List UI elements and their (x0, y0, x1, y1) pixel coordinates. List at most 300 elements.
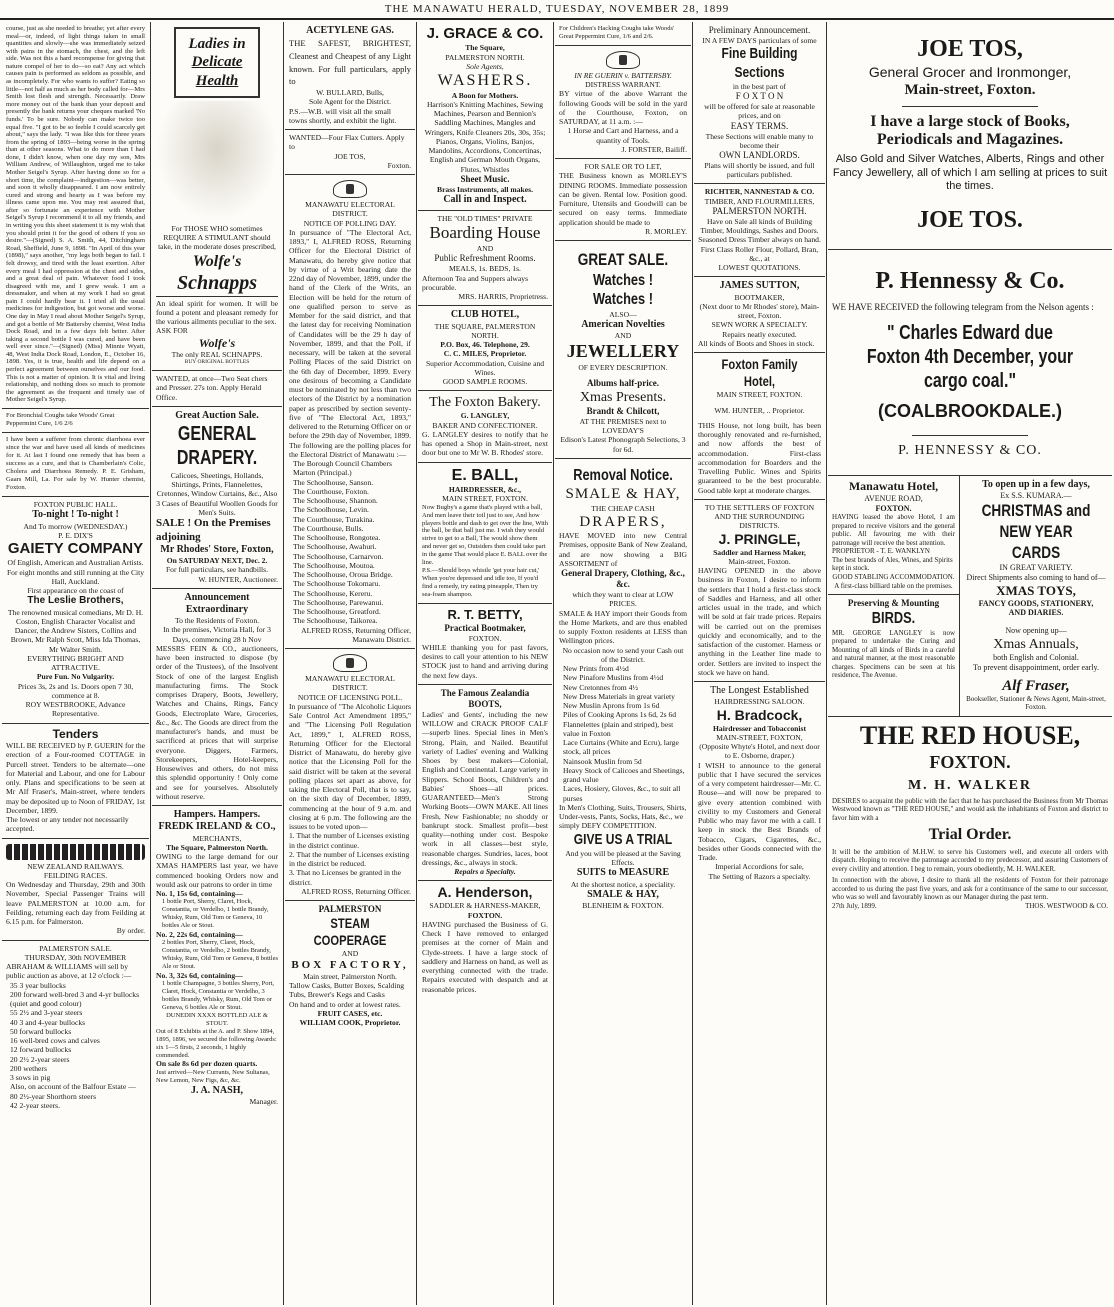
sale-item: 200 forward well-bred 3 and 4-yr bullocks (quiet and good colour) (10, 989, 140, 1009)
removal-general: General Drapery, Clothing, &c., &c. (561, 568, 685, 590)
hotel-body: THIS House, not long built, has been thoroughly renovated and re-furnished, and now affords the best of accommodation. First-class accommodation for Boarders and the Travelling Public. Wines and Spirits guaranteed to be the best procurable. Good table kept at moderate charges. (698, 420, 821, 495)
hotel-prop: WM. HUNTER, .. Proprietor. (714, 405, 805, 415)
club-addr: THE SQUARE, PALMERSTON NORTH. (434, 321, 536, 340)
boots-body: Ladies' and Gents', including the new WILLOW and CRACK PROOF CALF—superb lines. Special lines in Men's Strong, Plain, and Nailed. Beautiful variety of Ladies' evening and Walking Shoes by best makers—Colonial, English and Continental. Large variety in Slippers. School Boots, Children's and Babies' Shoes—all prices. GUARANTEED—Men's Strong Working Boots—OWN MAKE. All lines Fresh, New Fashionable; no shoddy or bankrupt stock. Smallest profit—best quality—nothing under cost. Bespoke work in all classes—best style, reasonable charges. Sundries, laces, boot dressings, &c., always in stock. (422, 709, 548, 867)
column-rule (283, 22, 284, 1305)
flax-body: WANTED—Four Flax Cutters. Apply to (289, 133, 405, 152)
boots-title-2: BOOTS, (468, 698, 502, 709)
bakery-name: G. LANGLEY, (460, 411, 510, 421)
licensing-title: MANAWATU ELECTORAL DISTRICT. (305, 674, 395, 693)
column-rule (416, 22, 417, 1305)
club-title: CLUB HOTEL, (450, 309, 520, 321)
richter-body: Have on Sale all kinds of Building Timber, Mouldings, Sashes and Doors. Seasoned Dress Timber always on hand. First Class Roller Flour, Pollard, Bran, &c., at (698, 216, 821, 263)
great-xmas: Xmas Presents. (579, 389, 667, 405)
xmas-variety: IN GREAT VARIETY. (999, 563, 1073, 573)
licensing-ad (285, 649, 415, 901)
sale-item: 50 forward bullocks (10, 1026, 72, 1036)
hend-trade: SADDLER & HARNESS-MAKER, (429, 901, 541, 911)
forsale-ad (555, 159, 691, 241)
xmas-open: To open up in a few days, (982, 479, 1090, 491)
removal-cheap: THE CHEAP CASH (591, 503, 655, 513)
sale-item: 20 2½ 2-year steers (10, 1054, 70, 1064)
great-loveday: LOVEDAY'S (602, 426, 644, 436)
hb-name: H. Bradcock, (716, 706, 803, 723)
coughs2-text: For Children's Hacking Coughs take Woods' Great Peppermint Cure, 1/6 and 2/6. (559, 25, 675, 40)
red-sig: THOS. WESTWOOD & CO. (1025, 901, 1108, 910)
sutton-ad (694, 277, 825, 353)
railways-ad (2, 839, 149, 941)
grace-sheet: Sheet Music. (460, 173, 510, 184)
removal-title: Removal Notice. (573, 466, 673, 484)
seigel-story (2, 22, 149, 409)
sutton-rep: Repairs neatly executed. (722, 329, 797, 339)
flax-place: Foxton. (387, 160, 411, 170)
hall-presenter: P. E. DIX'S (58, 530, 93, 540)
polling-sig: ALFRED ROSS, Returning Officer, Manawatu District. (301, 625, 411, 644)
mh-addr: AVENUE ROAD, (864, 493, 923, 503)
prelim-town: F O X T O N (735, 91, 784, 102)
dunedin-title: DUNEDIN XXXX BOTTLED ALE & STOUT. (166, 1011, 268, 1027)
acetylene-ad (285, 22, 415, 130)
hamper-3: No. 3, 32s 6d, containing— (156, 970, 243, 980)
sale-item: 12 forward bullocks (10, 1045, 72, 1055)
club-body: Superior Accommodation, Cuisine and Wines. (425, 358, 545, 377)
removal-ad (555, 459, 691, 914)
extra-to: To the Residents of Foxton. (174, 616, 260, 626)
remedy-ad (2, 433, 149, 497)
rail-body: On Wednesday and Thursday, 29th and 30th November, Special Passenger Trains will leave PALMERSTON at 10.00 a.m. for Feilding, returning each day from Feilding at 6.15 p.m. for Palmerston. (6, 880, 145, 927)
polling-place: The Schoolhouse, Oroua Bridge. (293, 570, 393, 580)
wolfe-ad (152, 22, 282, 371)
story-text: course, just as she needed to breathe; yet after every meal—or, indeed, of light things taken in small quantities and slowly—she was immediately seized with pains in the stomach, the chest, and the left side. Was not this a hard recompense for giving that nature compel of her to do—so eat? Any act which causes pain is performed as seldom as possible, and as incompletely. For who wants to suffer? Eating so little—not half as much as her body called for—Mrs Smith lost flesh and strength. Necessarily. Draw more money out of the bank than your deposit and presently the bank returns your cheques marked 'No funds.' To be sure. Nobody can make twice too equal five. "I got to be so feeble I could scarcely get about," says the lady. "I was like this for three years from the spring of 1893—being worse in the spring than at other seasons. What to do more than I had done, I didn't know, when one day my son, Mrs William Andrew, of Willaughton, urged me to take Mother Seigel's Syrup. After having done so for a short time, the complaint—indigestion—was better, and soon it wholly disappeared. I am now entirely cured and strong and hearty as I was before my illness came upon me. You may rest assured that, after so fortunate an experience with Mother Seigel's Syrup I recommend it to all my friends, and in writing you this sheet statement it is my wish that you should print it for the good of others if you so desire."—(Signed) S. A. Smith, 44, Ditchingham Road, Sheffield, June 9, 1898. "In April of this year (1898)," says another, "my legs both began to fail. I felt drowsy, and tired with the least exertion. After every meal I had oppression at the chest and sides, and a great deal of pain. Whatever food I took disagreed with me, and I grew weak. I am a dressmaker, and when at my work I had so great pain I could hardly bear it. I tried all the usual medicines for indigestion, but got worse and worse. One day in May I read about Mother Seigel's Syrup, and got a bottle of Mr Battersby chemist, West India Dock Road, and in a few days felt better. After taking a second bottle I was cured, and have been well ever since."—(Signed) (Miss) Minnie Wyatt, 48, West India Dock Road, London, E., October 16, 1898. Yes, it is true, health and life depend on a perfect agreement between ourselves and our food. This is not a matter of opinion. It is vital and living relationship, and nothing does so much to promote the agreement as the frequent and timely use of Mother Seigel's Syrup. (6, 25, 145, 404)
hamper-1-items: 1 bottle Port, Sherry, Claret, Hock, Constantia, or Verdelho, 1 bottle Brandy, Whisky, Rum, Old Tom or Geneva, 10 bottles Ale or Stout. (162, 898, 269, 930)
great-jewellery: JEWELLERY (566, 340, 680, 361)
let-body: THE Business known as MORLEY'S DINING ROOMS. Immediate possession can be given. Rental low. Position good. Furniture, Utensils and Goodwill can be secured on easy terms. Immediate application should be made to (559, 171, 687, 227)
tos-watches: Also Gold and Silver Watches, Alberts, Rings and other Fancy Jewellery, all of which I am selling at prices to suit the times. (832, 153, 1108, 193)
polling-place: The Borough Council Chambers Marton (Principal.) (293, 459, 392, 478)
hall-nights: For eight months and still running at the City Hall, Auckland. (6, 567, 145, 586)
sale-title: PALMERSTON SALE. (39, 943, 112, 953)
hall-date: And To morrow (WEDNESDAY.) (23, 521, 128, 531)
hall-first: First appearance on the coast of (27, 586, 124, 596)
flax-name: JOE TOS, (334, 151, 366, 161)
red-body-3: In connection with the above, I desire to thank all the residents of Foxton for their patronage accorded to us during the past five years, and ask for a continuance of the same to our successor, who was so well and favourably known as our Manager during the past term. (832, 876, 1108, 902)
xmas-newyear: NEW YEAR CARDS (999, 521, 1073, 562)
great-albums: Albums half-price. (587, 377, 659, 388)
mh-place: FOXTON. (875, 503, 912, 513)
xmas-cards-ad (960, 476, 1112, 716)
extra-title: Announcement Extraordinary (184, 591, 250, 616)
hampers-title: Hampers. Hampers. (173, 809, 261, 821)
coop-title-2: STEAM COOPERAGE (313, 915, 387, 949)
hamper-2-items: 2 bottles Port, Sherry, Claret, Hock, Constantia, or Verdelho, 2 bottles Brandy, Whisky, Rum, Old Tom or Geneva, 8 bottles Ale or Stout. (162, 939, 278, 971)
removal-trial: GIVE US A TRIAL (573, 830, 673, 848)
removal-item: New Muslin Aprons from 1s 6d (563, 701, 660, 711)
bakery-title: The Foxton Bakery. (429, 395, 541, 411)
tenders-title: Tenders (52, 726, 99, 741)
polling-place: The Schoolhouse, Carnarvon. (293, 551, 384, 561)
arrivals: Just arrived—New Currants, New Sultanas, New Lemon, New Figs, &c, &c. (156, 1068, 270, 1084)
xmas-ex: Ex S.S. KUMARA.— (1000, 491, 1072, 501)
tos-grocer: General Grocer and Ironmonger, (868, 64, 1072, 81)
hend-body: HAVING purchased the Business of G. Check I have removed to enlarged premises at the corner of Main and Clyde-streets. I have a large stock of saddlery and Harness on hand, as well as everything connected with the trade. Repairs executed with despatch and at reasonable prices. (422, 919, 548, 994)
sale-item: 35 3 year bullocks (10, 980, 66, 990)
dunedin-price: On sale 8s 6d per dozen quarts. (156, 1059, 258, 1069)
column-2 (152, 22, 282, 1305)
coop-title-1: PALMERSTON (318, 904, 382, 915)
rail-races: FEILDING RACES. (43, 870, 108, 880)
grace-ad (418, 22, 552, 211)
grace-body: Harrison's Knitting Machines, Sewing Machines, Pearson and Bennion's Saddling Machines, Mangles and Wringers, Knife Cleaners 20s, 30s, 35s; Pianos, Organs, Violins, Banjos, Mandolins, Accordions, Concertinas, English and German Mouth Organs, Flutes, Whistles (424, 99, 546, 174)
pringle-ad (694, 500, 825, 682)
tos-books: I have a large stock of Books, Periodicals and Magazines. (870, 112, 1070, 149)
coop-title-3: BOX FACTORY, (291, 958, 409, 971)
warrant-items: 1 Horse and Cart and Harness, and a quantity of Tools. (567, 126, 679, 145)
ball-trade: HAIRDRESSER, &c., (448, 485, 522, 495)
warrant-body: BY virtue of the above Warrant the following Goods will be sold in the yard of the Courthouse, Foxton, on SATURDAY, at 11 a.m. :— (559, 89, 687, 127)
hb-addr2: (Opposite Whyte's Hotel, and next door to E. Osborne, draper.) (699, 742, 820, 761)
wolfe-name: Wolfe's (192, 252, 242, 270)
betty-trade: Practical Bootmaker, (444, 622, 526, 633)
polling-place: The Schoolhouse Tokomaru. (293, 579, 381, 589)
great-also: ALSO— (609, 309, 637, 319)
red-date: 27th July, 1899. (832, 901, 877, 910)
red-body-2: It will be the ambition of M.H.W. to serve his Customers well, and execute all orders with dispatch. Hoping to receive the patronage accorded to my predecessor, and assuring Customers of every civility and attention. I beg to remain, yours obediently, M. H. WALKER. (832, 847, 1108, 873)
hamper-3-items: 1 bottle Champagne, 3 bottles Sherry, Port, Claret, Hock, Constantia or Verdelho, 3 bottles Brandy, Whisky, Rum, Old Tom or Geneva, 6 bottles Ale or Stout. (162, 980, 275, 1011)
removal-drapers: DRAPERS, (579, 513, 667, 530)
wolfe-ask: ASK FOR (156, 326, 188, 336)
richter-ad (694, 184, 825, 277)
henn-body: WE HAVE RECEIVED the following telegram from the Nelson agents : (832, 302, 1094, 313)
column-rule (692, 22, 693, 1305)
removal-body: HAVE MOVED into new Central Premises, opposite Bank of New Zealand, and are now showing a BIG ASSORTMENT of (559, 531, 687, 568)
licensing-issue-2: 2. That the number of Licenses existing in the district be reduced. (289, 849, 410, 869)
grace-boon: A Boon for Mothers. (451, 90, 519, 100)
coughs-ad (2, 409, 149, 433)
hampers-body: OWING to the large demand for our XMAS HAMPERS last year, we have commenced booking Orders now and would ask our patrons to order in time (156, 852, 278, 889)
polling-place: The Schoolhouse, Moutoa. (293, 560, 375, 570)
sale-item: Also, on account of the Balfour Estate — (10, 1082, 136, 1092)
tenders-ad (2, 724, 149, 839)
auction-date: On SATURDAY NEXT, Dec. 2. (166, 556, 268, 566)
column-rule (826, 22, 827, 1305)
boarding-ad (418, 211, 552, 306)
bakery-trade: BAKER AND CONFECTIONER. (432, 420, 538, 430)
birds-body: MR. GEORGE LANGLEY is now prepared to undertake the Curing and Mounting of all kinds of Birds in a careful and natural manner, at the most reasonable charges. Specimens can be seen at his residence, The Avenue. (832, 628, 955, 680)
licensing-body: In pursuance of "The Alcoholic Liquors Sale Control Act Amendment 1895," and "The Licensing Poll Regulation Act, 1899," I, ALFRED ROSS, Returning Officer for the Electoral District of Manawatu, do hereby give notice that the Licensing Poll for the said district will be taken at the several polling places set apart as above, for taking the Electoral Poll, that is to say, on the sixth day of December, 1899, commencing at the hour of 9 a.m. and closing at 6 p.m. The following are the issues to be voted upon— (289, 701, 411, 832)
board-title-3: Public Refreshment Rooms. (434, 253, 536, 264)
xmas-both: both English and Colonial. (993, 653, 1079, 662)
sutton-all: All kinds of Boots and Shoes in stock. (698, 338, 815, 348)
xmas-annuals: Xmas Annuals, (993, 636, 1079, 652)
richter-low: LOWEST QUOTATIONS. (718, 263, 801, 273)
acet-body: THE SAFEST, BRIGHTEST, Cleanest and Cheapest of any Light known. For full particulars, apply to (289, 38, 411, 87)
split-section (828, 476, 1112, 717)
wolfe-buy: BUY ORIGINAL BOTTLES (184, 359, 250, 366)
sutton-sewn: SEWN WORK A SPECIALTY. (711, 320, 808, 330)
polling-place: The Schoolhouse, Shannon. (293, 496, 378, 506)
auction-title: Great Auction Sale. (175, 409, 259, 421)
removal-item: New Pinafore Muslins from 4½d (563, 673, 664, 683)
prelim-plans: Plans will shortly be issued, and full particulars published. (704, 160, 815, 180)
hall-sub: Of English, American and Australian Artists. (7, 558, 144, 568)
column-6 (694, 22, 825, 1305)
grace-sole: Sole Agents, (466, 61, 504, 71)
extra-body: MESSRS FEIN & CO., auctioneers, have been instructed to dispose (by order of the Trustees), of the Insolvent Stock of one of the largest English manufacturing firms. The Stock comprises Drapery, Boots, Jewellery, Watches and Chains, Rings, Fancy Goods, Electroplate Ware, Groceries, &c., &c. The Goods are direct from the manufacturer's hands, and must be sacrificed at prices that will surprise everyone. Diggers, Farmers, Storekeepers, Hotel-keepers, Housewives and others, do not miss this splendid opportunity ! Only come and see for yourselves. Absolutely without reserve. (156, 643, 278, 801)
board-meals: MEALS, 1s. BEDS, 1s. (449, 264, 521, 274)
sale-item: 200 wethers (10, 1063, 47, 1073)
bakery-body: G. LANGLEY desires to notify that he has opened a Shop in Main-street, next door but one to Mr W. B. Rhodes' store. (422, 429, 548, 458)
xmas-toys: XMAS TOYS, (996, 582, 1076, 598)
hennessy-ad (828, 250, 1112, 476)
tenders-body: WILL BE RECEIVED by P. GUERIN for the erection of a Four-roomed COTTAGE in Purcell street. Tenders to be alternate—one for Material and Labour, and one for Labour only. Plans and specifications to be seen at Mr Alf Fraser's, Main-street, where tenders may be deposited up to Noon of FRIDAY, 1st December, 1899. (6, 741, 145, 815)
pringle-body: HAVING OPENED in the above business in Foxton, I desire to inform the settlers that I hold a first-class stock of Saddles and Harness, and all other articles usual in the trade, and which will be sold at fair trade prices. Repairs will be carried out on the premises quickly and economically, and to the satisfaction of the customer. Harness or anything in the Leather line made to order. Settlers are invited to inspect the stock we have on hand. (698, 566, 821, 677)
polling-place: The Schoolhouse, Kereru. (293, 588, 373, 598)
hb-razors: The Setting of Razors a specialty. (708, 871, 811, 881)
great-novelties: American Novelties (581, 319, 665, 331)
removal-sig: SMALE & HAY, (587, 888, 659, 900)
hb-title: The Longest Established (710, 685, 809, 697)
prelim-sections: Fine Building Sections (721, 45, 798, 81)
great-edison: Edison's Latest Phonograph Selections, 3 for 6d. (560, 435, 686, 454)
club-rooms: GOOD SAMPLE ROOMS. (442, 377, 528, 387)
removal-low: which they want to clear at LOW PRICES. (572, 590, 674, 609)
palmerston-sale-ad (2, 941, 149, 1115)
pringle-addr: Main-street, Foxton. (728, 556, 791, 566)
grace-square: The Square, (465, 43, 505, 53)
coop-prop: WILLIAM COOK, Proprietor. (299, 1018, 401, 1028)
removal-firm: SMALE & HAY, (565, 486, 681, 503)
polling-place: The Schoolhouse, Taikorea. (293, 616, 378, 626)
richter-sub: TIMBER, AND FLOURMILLERS, (704, 196, 815, 206)
warrant-sig: J. FORSTER, Bailiff. (621, 144, 687, 154)
board-prop: MRS. HARRIS, Proprietress. (458, 292, 548, 302)
joe-tos-ad (828, 22, 1112, 250)
licensing-notice: NOTICE OF LICENSING POLL. (297, 692, 403, 702)
hotel-addr: MAIN STREET, FOXTON. (716, 390, 803, 400)
coat-of-arms-icon (333, 180, 367, 198)
tos-street: Main-street, Foxton. (904, 82, 1036, 99)
polling-place: The Schoolhouse, Greatford. (293, 607, 381, 617)
extra-where: In the premises, Victoria Hall, for 3 Days, commencing 28 h Nov (163, 625, 271, 644)
coop-addr: Main street, Palmerston North. (303, 971, 397, 981)
sale-item: 16 well-bred cows and calves (10, 1036, 100, 1046)
removal-item: New Cretonnes from 4½ (563, 682, 639, 692)
hampers-ad (152, 806, 282, 1110)
xmas-inner (960, 476, 1112, 716)
henn-title: P. Hennessy & Co. (875, 267, 1065, 294)
mh-stabling: GOOD STABLING ACCOMMODATION. (832, 573, 955, 582)
hamper-1: No. 1, 15s 6d, containing— (156, 889, 243, 899)
licensing-issue-1: 1. That the number of Licenses existing in the district continue. (289, 831, 410, 850)
coop-and: AND (341, 949, 359, 959)
removal-item: New Dress Materials in great variety (563, 691, 675, 701)
coat-of-arms-icon (333, 654, 367, 672)
board-and: AND (476, 244, 494, 254)
hend-place: FOXTON. (467, 910, 503, 920)
grace-washers: WASHERS. (437, 72, 533, 90)
sutton-title: JAMES SUTTON, (719, 280, 800, 292)
warrant-title: DISTRESS WARRANT. (585, 80, 661, 90)
betty-place: FOXTON. (468, 633, 502, 643)
pringle-name: J. PRINGLE, (718, 530, 801, 547)
zealandia-ad (418, 685, 552, 881)
polling-ad (285, 175, 415, 649)
hend-title: A. Henderson, (437, 884, 533, 901)
sutton-addr: (Next door to Mr Rhodes' store), Main-street, Foxton. (699, 301, 820, 321)
auction-sale: SALE ! On the Premises adjoining (156, 517, 271, 543)
red-name: M. H. WALKER (907, 777, 1033, 793)
coughs-text: For Bronchial Coughs take Woods' Great Peppermint Cure, 1/6 2/6 (6, 411, 115, 427)
coughs-ad-2 (555, 22, 691, 46)
sale-item: 55 2½ and 3-year steers (10, 1008, 83, 1018)
cooperage-ad (285, 901, 415, 1031)
ball-addr: MAIN STREET, FOXTON. (442, 494, 528, 504)
grace-title: J. GRACE & CO. (426, 25, 544, 42)
hb-accordions: Imperial Accordions for sale, (715, 862, 804, 872)
removal-item: Flannelettes (plain and striped), best value in Foxton (563, 719, 674, 738)
hb-body: I WISH to announce to the general public that I have secured the services of a very competent hairdresser—Mr. C. Rouse—and will now be prepared to give every attention combined with civility to my Customers and General Public who may favor me with a call. I keep in stock the Best Brands of Tobacco, Cigars, Cigarettes, &c., besides other Goods connected with the Trade. (698, 760, 821, 863)
prelim-offered: will be offered for sale at reasonable prices, and on (704, 102, 815, 121)
hamper-2: No. 2, 22s 6d, containing— (156, 930, 243, 940)
club-prop: C. C. MILES, Proprietor. (443, 349, 527, 359)
mh-body: HAVING leased the above Hotel, I am prepared to receive visitors and the general public. All favouring me with their patronage will receive the best attention. (832, 513, 955, 547)
polling-place: The Schoolhouse, Parewanui. (293, 597, 384, 607)
mh-billiard: A first-class billiard table on the premises. (834, 581, 953, 590)
polling-place: The Courthouse, Turakina. (293, 514, 375, 524)
richter-title: RICHTER, NANNESTAD & CO. (704, 187, 815, 197)
column-right (828, 22, 1112, 1305)
prelim-in: in the best part of (732, 81, 787, 91)
column-5 (555, 22, 691, 1305)
remedy-text: I have been a sufferer from chronic diarrhoea ever since the war and have used all kinds of medicines for it. At last I found one remedy that has been a success as a cure, and that is Chamberlain's Colic, Cholera and Diarrhoea Remedy. P. E. Grisham, Gaars Mill, La. For sale by W. Hunter chemist, Foxton. (6, 435, 145, 492)
ball-ad (418, 463, 552, 604)
club-ad (418, 306, 552, 391)
sale-item: 80 2½-year Shorthorn steers (10, 1091, 97, 1101)
sutton-trade: BOOTMAKER, (734, 292, 785, 302)
red-house-ad (828, 717, 1112, 915)
gaiety-ad (2, 497, 149, 723)
health-line-1: Ladies in (188, 36, 246, 52)
red-title: THE RED HOUSE, (859, 720, 1081, 750)
acet-ps: P.S.—W.B. will visit all the small towns shortly, and exhibit the light. (289, 106, 397, 125)
rail-order: By order. (116, 926, 145, 936)
manawatu-hotel-ad (828, 476, 959, 595)
sale-intro: ABRAHAM & WILLIAMS will sell by public auction as above, at 12 o'clock :— (6, 962, 132, 981)
coat-of-arms-icon (606, 51, 640, 69)
henn-quote: " Charles Edward due Foxton 4th December, your cargo coal." (866, 322, 1074, 393)
sale-items (6, 981, 145, 1111)
board-tea: Afternoon Tea and Suppers always procurable. (422, 273, 529, 292)
sale-date: THURSDAY, 30th NOVEMBER (24, 952, 127, 962)
removal-item: New Prints from 4½d (563, 664, 629, 674)
prelim-ad (694, 22, 825, 184)
auction-store: Mr Rhodes' Store, Foxton, (160, 543, 274, 555)
hampers-addr: The Square, Palmerston North. (166, 842, 268, 852)
removal-men: In Men's Clothing, Suits, Trousers, Shirts, Under-vests, Pants, Socks, Hats, &c., we simply DEFY COMPETITION. (559, 802, 687, 831)
tos-sig: JOE TOS. (917, 206, 1023, 233)
hall-company: GAIETY COMPANY (7, 540, 144, 558)
hall-title: FOXTON PUBLIC HALL. (33, 500, 118, 510)
mh-title: Manawatu Hotel, (848, 479, 939, 494)
bakery-ad (418, 391, 552, 462)
mh-prop: PROPRIETOR - T. E. WANKLYN (832, 547, 930, 556)
hall-rep: ROY WESTBROOKE, Advance Representative. (25, 700, 126, 719)
alf-name: Alf Fraser, (1002, 677, 1070, 694)
great-every: OF EVERY DESCRIPTION. (578, 362, 668, 372)
great-title: GREAT SALE. (577, 250, 669, 270)
coop-items: Tallow Casks, Butter Boxes, Scalding Tubs, Brewer's Kegs and Casks (289, 981, 405, 1000)
mh-ales: The best brands of Ales, Wines, and Spirits kept in stock. (832, 555, 953, 573)
health-line-2: Delicate Health (191, 54, 243, 89)
polling-title: MANAWATU ELECTORAL DISTRICT. (305, 200, 395, 219)
family-hotel-ad (694, 353, 825, 500)
red-body: DESIRES to acquaint the public with the fact that he has purchased the Business from Mr Thomas Westwood known as "THE RED HOUSE," and would ask the inhabitants of Foxton and district to favor him with a (832, 796, 1108, 822)
birds-ad (828, 595, 959, 684)
hotel-title: Foxton Family Hotel, (721, 356, 798, 390)
xmas-now: Now opening up— (1005, 626, 1067, 636)
removal-import: SMALE & HAY import their Goods from the Home Markets, and are thus enabled to supply Foxton residents at LESS than Wellington prices. (559, 608, 687, 646)
removal-item: Laces, Hosiery, Gloves, &c., to suit all purses (563, 784, 681, 803)
grace-brass: Brass Instruments, all makes. (437, 184, 533, 194)
coop-stock: On hand and to order at lowest rates. (289, 999, 401, 1009)
hall-pure: Pure Fun. No Vulgarity. (36, 672, 115, 682)
henderson-ad (418, 881, 552, 998)
polling-notice: NOTICE OF POLLING DAY. (303, 218, 397, 228)
removal-list (559, 664, 687, 803)
board-title-2: Boarding House (429, 223, 541, 243)
betty-ad (418, 604, 552, 685)
hall-body: The renowned musical comedians, Mr D. H. Coston, English Character Vocalist and Dancer, the Andrew Sisters, Collins and Brown, Mr Ralph Scott, Miss Ida Thomas, Mr Walter Smith. (7, 607, 144, 654)
grace-call: Call in and Inspect. (443, 194, 527, 206)
masthead: THE MANAWATU HERALD, TUESDAY, NOVEMBER 28, 1899 (0, 0, 1114, 20)
boots-repairs: Repairs a Specialty. (454, 867, 516, 877)
board-title-1: THE "OLD TIMES" PRIVATE (437, 214, 533, 224)
removal-cash: No occasion now to send your Cash out of the District. (562, 645, 684, 664)
bradcock-ad (694, 682, 825, 885)
polling-place: The Schoolhouse, Rongotea. (293, 533, 381, 543)
wanted-text: WANTED, at once—Two Seat chers and Presser. 27s ton. Apply Herald Office. (156, 374, 268, 402)
hampers-firm: FREDK IRELAND & CO., (158, 821, 276, 833)
column-rule (150, 22, 151, 1305)
ball-ps: P.S.—Should boys whistle 'get your hair cut,' When you're depressed and idle too, If you'd find a remedy, try eating pineapple, Then try sea-foam shampoo. (422, 567, 540, 598)
acet-title: ACETYLENE GAS. (306, 25, 394, 36)
ball-title: E. BALL, (451, 466, 519, 484)
column-1 (2, 22, 149, 1305)
removal-item: Nainsook Muslin from 5d (563, 756, 642, 766)
licensing-issue-3: 3. That no Licenses be granted in the district. (289, 868, 402, 887)
wolfe-product: Schnapps (156, 271, 278, 296)
let-title: FOR SALE OR TO LET, (584, 162, 662, 172)
polling-body: In pursuance of "The Electoral Act, 1893," I, ALFRED ROSS, Returning Officer for the Electoral District of Manawatu, do hereby give notice that by virtue of a Writ bearing date the 22nd day of November, 1899, under the hand of the Clerk of the Writs, an Election will be held for the return of one qualified person to serve as Member for the said district, and that the latest day for receiving Nomination of Candidates will be the 29 h day of November, 1899, and that the Poll, if necessary, will be taken at the several Polling Places of the said District on the 6th day of December, 1899. Every one desirous of becoming a Candidate must be nominated by not less than two electors of the District by a nomination paper as prescribed by section seventy-five of "The Electoral Act, 1893," delivered to the Returning Officer on or before the 29th day of November, 1899. The following are the polling places for the Electoral District of Manawatu :— (289, 227, 411, 459)
prelim-title: Preliminary Announcement. (708, 25, 811, 35)
prelim-body: IN A FEW DAYS particulars of some (702, 35, 817, 45)
great-at: AT THE PREMISES next to (579, 416, 667, 426)
henn-sig: P. HENNESSY & CO. (898, 443, 1042, 459)
tenders-note: The lowest or any tender not necessarily accepted. (6, 815, 129, 834)
hb-addr: MAIN-STREET, FOXTON, (716, 732, 803, 742)
polling-place: The Schoolhouse, Levin. (293, 505, 369, 515)
wolfe-body: An ideal spirit for women. It will be found a potent and pleasant remedy for the various ailments peculiar to the sex. (156, 298, 278, 327)
hb-sub: HAIRDRESSING SALOON. (714, 697, 805, 707)
warrant-ad (555, 46, 691, 159)
boots-title: The Famous Zealandia (440, 687, 530, 698)
henn-coal: (COALBROOKDALE.) (878, 401, 1062, 422)
wolfe-real: The only REAL SCHNAPPS. (171, 350, 263, 360)
rail-title: NEW ZEALAND RAILWAYS. (27, 861, 124, 871)
auction-body: Calicoes, Sheetings, Hollands, Shirtings, Prints, Flannelettes, Cretonnes, Window Curtains, &c., Also 3 Cases of Beautiful Woollen Goods for Men's Suits. (156, 470, 278, 517)
richter-pn: PALMERSTON NORTH. (712, 205, 807, 216)
